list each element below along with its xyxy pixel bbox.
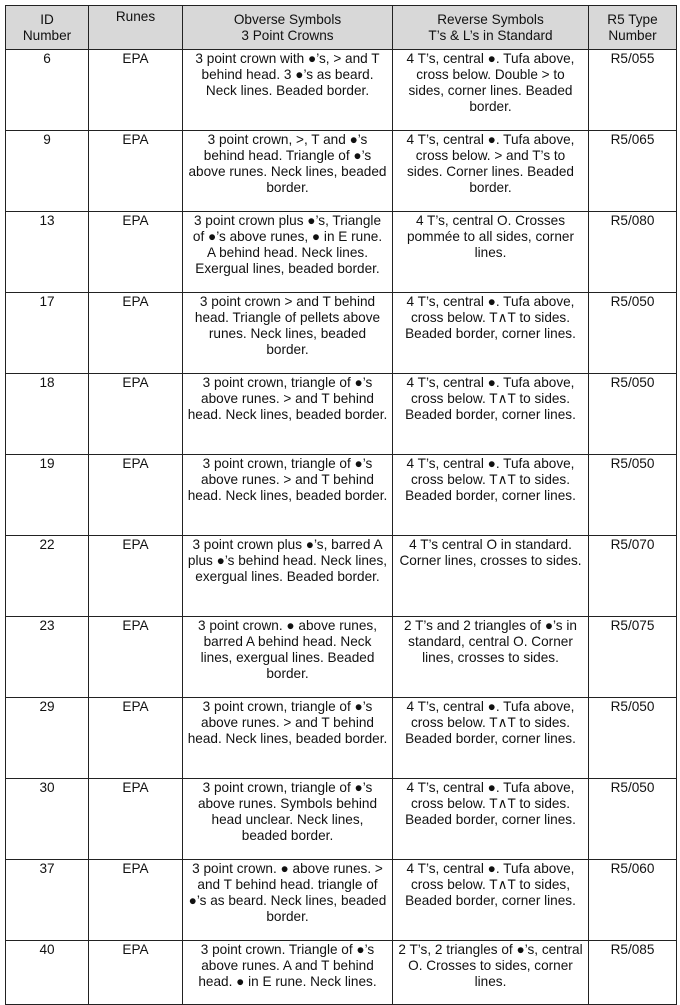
obverse-symbols-cell: 3 point crown. Triangle of ●’s above runes. A and T behind head. ● in E rune. Neck lines. xyxy=(183,941,393,1005)
reverse-symbols-cell: 4 T’s, central ●. Tufa above, cross below. T∧T to sides. Beaded border, corner lines. xyxy=(393,698,589,779)
header-row xyxy=(6,6,677,50)
table-row xyxy=(6,536,677,617)
table-row xyxy=(6,293,677,374)
reverse-symbols-cell: 2 T’s, 2 triangles of ●’s, central O. Crosses to sides, corner lines. xyxy=(393,941,589,1005)
header-runes: Runes xyxy=(89,6,183,50)
r5-type-cell: R5/050 xyxy=(589,374,677,455)
obverse-symbols-cell: 3 point crown, triangle of ●’s above runes. Symbols behind head unclear. Neck lines, beaded border. xyxy=(183,779,393,860)
r5-type-cell: R5/070 xyxy=(589,536,677,617)
obverse-symbols-cell: 3 point crown. ● above runes, barred A behind head. Neck lines, exergual lines. Beaded border. xyxy=(183,617,393,698)
table-row xyxy=(6,617,677,698)
reverse-symbols-cell: 4 T’s, central ●. Tufa above, cross below. T∧T to sides. Beaded border, corner lines. xyxy=(393,779,589,860)
table-row xyxy=(6,374,677,455)
table-row xyxy=(6,455,677,536)
reverse-symbols-cell: 4 T’s, central O. Crosses pommée to all sides, corner lines. xyxy=(393,212,589,293)
obverse-symbols-cell: 3 point crown, triangle of ●’s above runes. > and T behind head. Neck lines, beaded border. xyxy=(183,698,393,779)
r5-type-cell: R5/065 xyxy=(589,131,677,212)
runes-cell: EPA xyxy=(89,212,183,293)
id-number-cell: 18 xyxy=(6,374,89,455)
obverse-symbols-cell: 3 point crown, triangle of ●’s above runes. > and T behind head. Neck lines, beaded border. xyxy=(183,374,393,455)
reverse-symbols-cell: 4 T’s central O in standard. Corner lines, crosses to sides. xyxy=(393,536,589,617)
obverse-symbols-cell: 3 point crown, triangle of ●’s above runes. > and T behind head. Neck lines, beaded border. xyxy=(183,455,393,536)
r5-type-cell: R5/060 xyxy=(589,860,677,941)
table-row xyxy=(6,860,677,941)
r5-type-cell: R5/085 xyxy=(589,941,677,1005)
r5-type-cell: R5/055 xyxy=(589,50,677,131)
r5-type-cell: R5/050 xyxy=(589,698,677,779)
id-number-cell: 30 xyxy=(6,779,89,860)
runes-cell: EPA xyxy=(89,536,183,617)
reverse-symbols-cell: 4 T’s, central ●. Tufa above, cross below. T∧T to sides. Beaded border, corner lines. xyxy=(393,293,589,374)
r5-type-cell: R5/080 xyxy=(589,212,677,293)
reverse-symbols-cell: 2 T’s and 2 triangles of ●’s in standard, central O. Corner lines, crosses to sides. xyxy=(393,617,589,698)
runes-cell: EPA xyxy=(89,455,183,536)
id-number-cell: 17 xyxy=(6,293,89,374)
reverse-symbols-cell: 4 T’s, central ●. Tufa above, cross below. T∧T to sides. Beaded border, corner lines. xyxy=(393,455,589,536)
r5-type-cell: R5/050 xyxy=(589,779,677,860)
table-row xyxy=(6,131,677,212)
header-obverse-symbols: Obverse Symbols 3 Point Crowns xyxy=(183,6,393,50)
obverse-symbols-cell: 3 point crown, >, T and ●’s behind head. Triangle of ●’s above runes. Neck lines, beaded border. xyxy=(183,131,393,212)
reverse-symbols-cell: 4 T’s, central ●. Tufa above, cross below. > and T’s to sides. Corner lines. Beaded border. xyxy=(393,131,589,212)
id-number-cell: 6 xyxy=(6,50,89,131)
r5-type-cell: R5/075 xyxy=(589,617,677,698)
id-number-cell: 13 xyxy=(6,212,89,293)
runes-cell: EPA xyxy=(89,941,183,1005)
id-number-cell: 22 xyxy=(6,536,89,617)
runes-cell: EPA xyxy=(89,860,183,941)
obverse-symbols-cell: 3 point crown plus ●’s, barred A plus ●’s behind head. Neck lines, exergual lines. Beaded border. xyxy=(183,536,393,617)
runes-cell: EPA xyxy=(89,779,183,860)
id-number-cell: 23 xyxy=(6,617,89,698)
r5-type-cell: R5/050 xyxy=(589,455,677,536)
table-row xyxy=(6,698,677,779)
r5-type-cell: R5/050 xyxy=(589,293,677,374)
id-number-cell: 19 xyxy=(6,455,89,536)
table-row xyxy=(6,212,677,293)
table-row xyxy=(6,941,677,1005)
coin-catalogue-table xyxy=(5,5,677,1005)
id-number-cell: 29 xyxy=(6,698,89,779)
reverse-symbols-cell: 4 T’s, central ●. Tufa above, cross below. T∧T to sides, Beaded border, corner lines. xyxy=(393,860,589,941)
id-number-cell: 37 xyxy=(6,860,89,941)
header-id-number: ID Number xyxy=(6,6,89,50)
header-reverse-symbols: Reverse Symbols T’s & L’s in Standard xyxy=(393,6,589,50)
table-row xyxy=(6,779,677,860)
reverse-symbols-cell: 4 T’s, central ●. Tufa above, cross below. T∧T to sides. Beaded border, corner lines. xyxy=(393,374,589,455)
obverse-symbols-cell: 3 point crown with ●’s, > and T behind head. 3 ●’s as beard. Neck lines. Beaded border. xyxy=(183,50,393,131)
obverse-symbols-cell: 3 point crown plus ●’s, Triangle of ●’s above runes, ● in E rune. A behind head. Neck lines. Exergual lines, beaded border. xyxy=(183,212,393,293)
runes-cell: EPA xyxy=(89,617,183,698)
obverse-symbols-cell: 3 point crown > and T behind head. Triangle of pellets above runes. Neck lines, beaded border. xyxy=(183,293,393,374)
id-number-cell: 40 xyxy=(6,941,89,1005)
runes-cell: EPA xyxy=(89,293,183,374)
runes-cell: EPA xyxy=(89,131,183,212)
runes-cell: EPA xyxy=(89,698,183,779)
reverse-symbols-cell: 4 T’s, central ●. Tufa above, cross below. Double > to sides, corner lines. Beaded border. xyxy=(393,50,589,131)
obverse-symbols-cell: 3 point crown. ● above runes. > and T behind head. triangle of ●’s as beard. Neck lines, beaded border. xyxy=(183,860,393,941)
header-r5-type-number: R5 Type Number xyxy=(589,6,677,50)
id-number-cell: 9 xyxy=(6,131,89,212)
runes-cell: EPA xyxy=(89,50,183,131)
runes-cell: EPA xyxy=(89,374,183,455)
table-row xyxy=(6,50,677,131)
